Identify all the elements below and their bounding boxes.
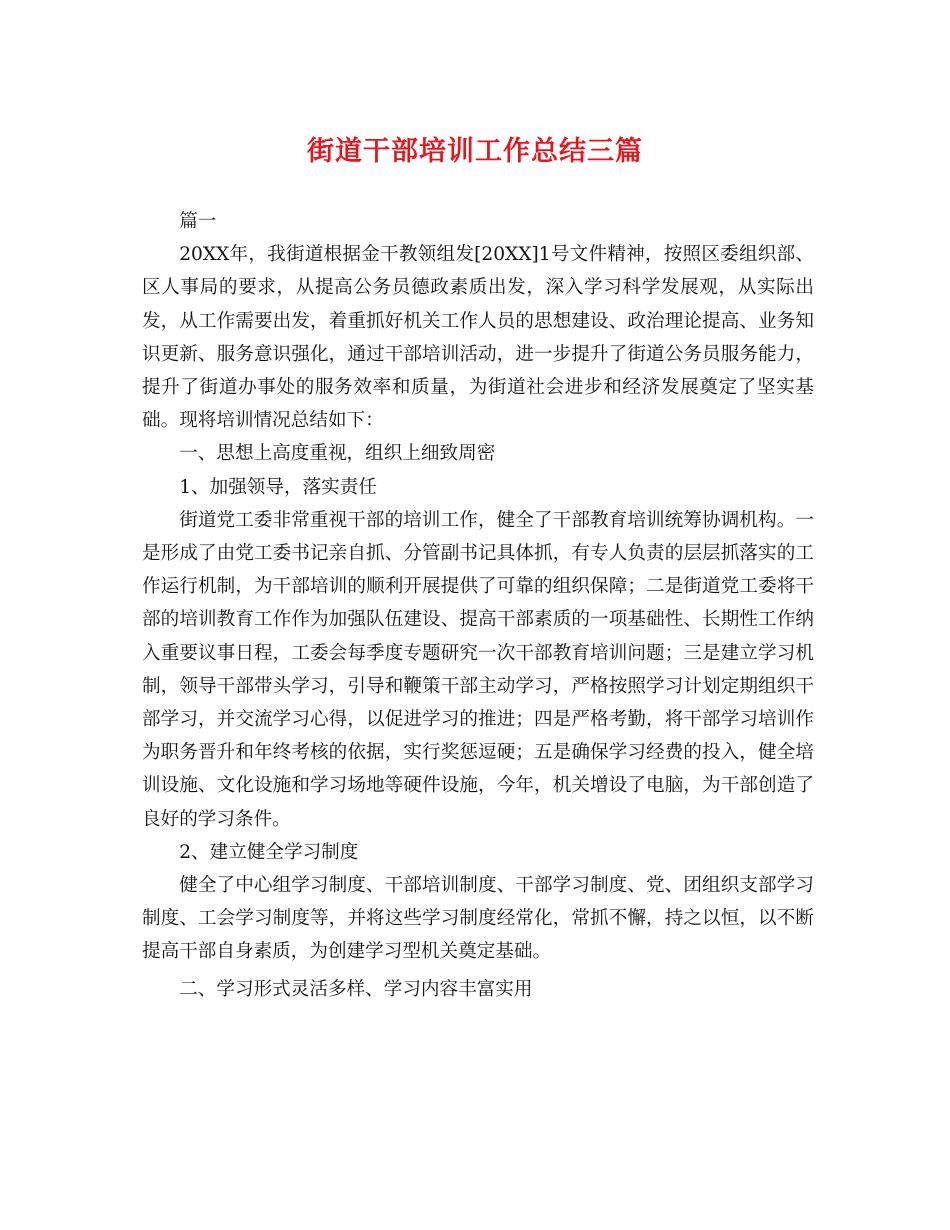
section-heading-one: 一、思想上高度重视，组织上细致周密 [179,443,496,465]
document-title: 街道干部培训工作总结三篇 [307,136,643,167]
section-heading-two: 二、学习形式灵活多样、学习内容丰富实用 [179,978,533,1000]
section-heading-part-one: 篇一 [179,211,217,232]
subsection-heading-1: 1、加强领导，落实责任 [179,476,377,498]
document-body [142,205,814,1006]
leadership-paragraph: 街道党工委非常重视干部的培训工作，健全了干部教育培训统筹协调机构。一是形成了由党工委书记亲自抓、分管副书记具体抓，有专人负责的层层抓落实的工作运行机制，为干部培训的顺利开展提供了可靠的组织保障；二是街道党工委将干部的培训教育工作作为加强队伍建设、提高干部素质的一项基础性、长期性工作纳入重要议事日程，工委会每季度专题研究一次干部教育培训问题；三是建立学习机制，领导干部带头学习，引导和鞭策干部主动学习，严格按照学习计划定期组织干部学习，并交流学习心得，以促进学习的推进；四是严格考勤，将干部学习培训作为职务晋升和年终考核的依据，实行奖惩逗硬；五是确保学习经费的投入，健全培训设施、文化设施和学习场地等硬件设施，今年，机关增设了电脑，为干部创造了良好的学习条件。 [142,509,814,830]
subsection-heading-2: 2、建立健全学习制度 [179,841,359,863]
study-system-paragraph: 健全了中心组学习制度、干部培训制度、干部学习制度、党、团组织支部学习制度、工会学习制度等，并将这些学习制度经常化，常抓不懈，持之以恒，以不断提高干部自身素质，为创建学习型机关奠定基础。 [142,875,814,963]
intro-paragraph: 20XX年，我街道根据金干教领组发[20XX]1号文件精神，按照区委组织部、区人事局的要求，从提高公务员德政素质出发，深入学习科学发展观，从实际出发，从工作需要出发，着重抓好机关工作人员的思想建设、政治理论提高、业务知识更新、服务意识强化，通过干部培训活动，进一步提升了街道公务员服务能力，提升了街道办事处的服务效率和质量，为街道社会进步和经济发展奠定了坚实基础。现将培训情况总结如下： [142,244,814,432]
